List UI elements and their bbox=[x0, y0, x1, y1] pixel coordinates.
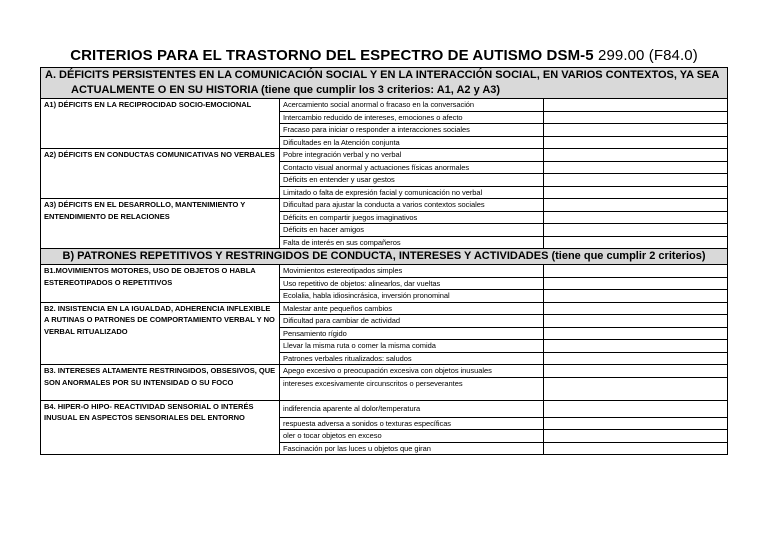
criterion-cell: Fascinación por las luces u objetos que giran bbox=[280, 442, 544, 455]
title-code: 299.00 (F84.0) bbox=[598, 47, 698, 64]
check-cell bbox=[544, 377, 728, 400]
criterion-cell: intereses excesivamente circunscritos o perseverantes bbox=[280, 377, 544, 400]
check-cell bbox=[544, 340, 728, 353]
group-a3-label: A3) DÉFICITS EN EL DESARROLLO, MANTENIMIENTO Y ENTENDIMIENTO DE RELACIONES bbox=[41, 199, 280, 249]
criterion-cell: Déficits en entender y usar gestos bbox=[280, 174, 544, 187]
check-cell bbox=[544, 400, 728, 417]
table-row bbox=[41, 302, 728, 315]
check-cell bbox=[544, 352, 728, 365]
check-cell bbox=[544, 365, 728, 378]
criterion-cell: Patrones verbales ritualizados: saludos bbox=[280, 352, 544, 365]
criterion-cell: Acercamiento social anormal o fracaso en la conversación bbox=[280, 99, 544, 112]
criterion-cell: Dificultad para ajustar la conducta a varios contextos sociales bbox=[280, 199, 544, 212]
check-cell bbox=[544, 430, 728, 443]
check-cell bbox=[544, 327, 728, 340]
group-b3-label: B3. INTERESES ALTAMENTE RESTRINGIDOS, OBSESIVOS, QUE SON ANORMALES POR SU INTENSIDAD O SU FOCO bbox=[41, 365, 280, 401]
criterion-cell: Dificultad para cambiar de actividad bbox=[280, 315, 544, 328]
page-title bbox=[0, 47, 768, 64]
criterion-cell: Llevar la misma ruta o comer la misma comida bbox=[280, 340, 544, 353]
criterion-cell: Movimientos estereotipados simples bbox=[280, 265, 544, 278]
criterion-cell: indiferencia aparente al dolor/temperatura bbox=[280, 400, 544, 417]
group-a2-label: A2) DÉFICITS EN CONDUCTAS COMUNICATIVAS NO VERBALES bbox=[41, 149, 280, 199]
check-cell bbox=[544, 265, 728, 278]
check-cell bbox=[544, 186, 728, 199]
section-b-heading-row bbox=[41, 249, 728, 265]
criterion-cell: respuesta adversa a sonidos o texturas específicas bbox=[280, 417, 544, 430]
check-cell bbox=[544, 236, 728, 249]
section-a-heading-line1: A. DÉFICITS PERSISTENTES EN LA COMUNICACIÓN SOCIAL Y EN LA INTERACCIÓN SOCIAL, EN VARIOS CONTEXTOS, YA SEA bbox=[45, 69, 720, 81]
table-row bbox=[41, 199, 728, 212]
criterion-cell: Pobre integración verbal y no verbal bbox=[280, 149, 544, 162]
group-a1-label: A1) DÉFICITS EN LA RECIPROCIDAD SOCIO-EMOCIONAL bbox=[41, 99, 280, 149]
criterion-cell: Déficits en hacer amigos bbox=[280, 224, 544, 237]
check-cell bbox=[544, 99, 728, 112]
criterion-cell: Apego excesivo o preocupación excesiva con objetos inusuales bbox=[280, 365, 544, 378]
check-cell bbox=[544, 149, 728, 162]
table-row bbox=[41, 265, 728, 278]
criterion-cell: Uso repetitivo de objetos: alinearlos, dar vueltas bbox=[280, 277, 544, 290]
check-cell bbox=[544, 161, 728, 174]
check-cell bbox=[544, 174, 728, 187]
table-row bbox=[41, 365, 728, 378]
check-cell bbox=[544, 442, 728, 455]
check-cell bbox=[544, 111, 728, 124]
criterion-cell: Ecolalia, habla idiosincrásica, inversión pronominal bbox=[280, 290, 544, 303]
title-main: CRITERIOS PARA EL TRASTORNO DEL ESPECTRO DE AUTISMO DSM-5 bbox=[70, 47, 594, 64]
criterion-cell: Contacto visual anormal y actuaciones físicas anormales bbox=[280, 161, 544, 174]
criteria-table bbox=[40, 67, 728, 455]
criterion-cell: Intercambio reducido de intereses, emociones o afecto bbox=[280, 111, 544, 124]
section-a-heading-line2: ACTUALMENTE O EN SU HISTORIA (tiene que cumplir los 3 criterios: A1, A2 y A3) bbox=[71, 84, 501, 96]
criterion-cell: oler o tocar objetos en exceso bbox=[280, 430, 544, 443]
criterion-cell: Limitado o falta de expresión facial y comunicación no verbal bbox=[280, 186, 544, 199]
check-cell bbox=[544, 199, 728, 212]
check-cell bbox=[544, 136, 728, 149]
check-cell bbox=[544, 211, 728, 224]
criterion-cell: Pensamiento rígido bbox=[280, 327, 544, 340]
table-row bbox=[41, 149, 728, 162]
group-b4-label: B4. HIPER-O HIPO- REACTIVIDAD SENSORIAL O INTERÉS INUSUAL EN ASPECTOS SENSORIALES DEL ENTORNO bbox=[41, 400, 280, 455]
section-a-heading-row bbox=[41, 68, 728, 99]
table-row bbox=[41, 400, 728, 417]
check-cell bbox=[544, 277, 728, 290]
group-b1-label: B1.MOVIMIENTOS MOTORES, USO DE OBJETOS O HABLA ESTEREOTIPADOS O REPETITIVOS bbox=[41, 265, 280, 303]
group-b2-label: B2. INSISTENCIA EN LA IGUALDAD, ADHERENCIA INFLEXIBLE A RUTINAS O PATRONES DE COMPORTAMIENTO VERBAL Y NO VERBAL RITUALIZADO bbox=[41, 302, 280, 365]
check-cell bbox=[544, 290, 728, 303]
section-b-heading: B) PATRONES REPETITIVOS Y RESTRINGIDOS DE CONDUCTA, INTERESES Y ACTIVIDADES (tiene que cumplir 2 criterios) bbox=[41, 249, 728, 265]
criterion-cell: Dificultades en la Atención conjunta bbox=[280, 136, 544, 149]
criterion-cell: Fracaso para iniciar o responder a interacciones sociales bbox=[280, 124, 544, 137]
criterion-cell: Malestar ante pequeños cambios bbox=[280, 302, 544, 315]
criterion-cell: Falta de interés en sus compañeros bbox=[280, 236, 544, 249]
check-cell bbox=[544, 302, 728, 315]
section-a-heading bbox=[41, 68, 728, 99]
check-cell bbox=[544, 315, 728, 328]
criterion-cell: Déficits en compartir juegos imaginativos bbox=[280, 211, 544, 224]
check-cell bbox=[544, 124, 728, 137]
check-cell bbox=[544, 417, 728, 430]
check-cell bbox=[544, 224, 728, 237]
table-row bbox=[41, 99, 728, 112]
